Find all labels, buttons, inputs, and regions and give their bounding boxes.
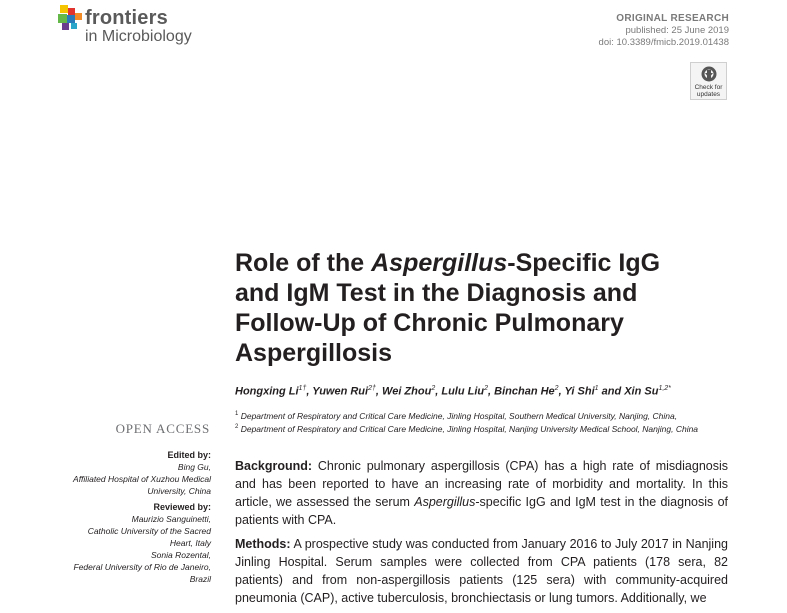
journal-logo[interactable]	[58, 5, 218, 49]
open-access-label: OPEN ACCESS	[115, 421, 210, 436]
logo-brand-text: frontiers	[85, 7, 168, 29]
reviewed-by-heading: Reviewed by:	[153, 502, 211, 512]
reviewed-by-block	[11, 501, 211, 585]
author-affiliation-marker: 2	[554, 385, 559, 392]
doi-link[interactable]: doi: 10.3389/fmicb.2019.01438	[598, 37, 729, 48]
editor-line: Bing Gu,	[177, 462, 211, 472]
article-header	[599, 12, 729, 49]
reviewer-line: Catholic University of the Sacred	[87, 526, 211, 536]
abstract-methods: Methods: A prospective study was conducted from January 2016 to July 2017 in Nanjing Jinling Hospital. Serum samples were collected from CPA patients (178 sera, 82 patients) and from non-aspergillosis patients (125 sera) with community-acquired pneumonia (CAP), active tuberculosis, bronchiectasis or lung tumors. Additionally, we	[235, 537, 728, 605]
reviewer-line: Brazil	[189, 574, 211, 584]
check-for-updates-button[interactable]	[690, 62, 727, 100]
author-affiliation-marker: 1,2*	[658, 385, 671, 392]
article-type: ORIGINAL RESEARCH	[616, 13, 729, 24]
edited-by-block	[11, 449, 211, 497]
published-date: published: 25 June 2019	[625, 25, 729, 36]
author-name[interactable]: Yuwen Rui	[312, 385, 369, 398]
editor-line: University, China	[147, 486, 211, 496]
author-affiliation-marker: 1†	[298, 385, 307, 392]
reviewer-line: Sonia Rozental,	[150, 550, 211, 560]
editor-line: Affiliated Hospital of Xuzhou Medical	[73, 474, 211, 484]
check-for-updates-label: Check for updates	[694, 84, 723, 98]
affiliation-1: $^1$ Department of Respiratory and Critical Care Medicine, Jinling Hospital, Southern Medical University, Nanjing, China,	[235, 411, 678, 421]
editor-info	[11, 449, 211, 589]
author-list: Hongxing $Li^{1\dagger}$, Yuwen Rui$^{2\dagger}$, Wei Zhou$^2$, Lulu Liu$^2$, Binchan He$^2$, Yi Shi$^1$ and Xin $Su^{1,2*}$	[235, 385, 671, 398]
article-title: Role of the Aspergillus-Specific IgG and IgM Test in the Diagnosis and Follow-Up of Chronic Pulmonary Aspergillosis	[235, 249, 661, 367]
edited-by-heading: Edited by:	[167, 450, 211, 460]
author-name[interactable]: Binchan He	[494, 385, 555, 398]
author-name[interactable]: Xin Su	[624, 385, 659, 398]
author-affiliation-marker: 2	[431, 385, 436, 392]
abstract	[235, 457, 728, 613]
author-affiliation-marker: 1	[594, 385, 599, 392]
crossmark-icon	[701, 66, 717, 82]
author-name[interactable]: Lulu Liu	[441, 385, 485, 398]
abstract-background: Background: Chronic pulmonary aspergillosis (CPA) has a high rate of misdiagnosis and has been reported to have an increasing rate of morbidity and mortality. In this article, we assessed the serum Aspergillus-specific IgG and IgM test in the diagnosis of patients with CPA.	[235, 459, 728, 527]
reviewer-line: Federal University of Rio de Janeiro,	[73, 562, 211, 572]
reviewer-line: Maurizio Sanguinetti,	[131, 514, 211, 524]
affiliation-2: $^2$ Department of Respiratory and Critical Care Medicine, Jinling Hospital, Nanjing University Medical School, Nanjing, China	[235, 424, 699, 434]
reviewer-line: Heart, Italy	[169, 538, 211, 548]
author-affiliation-marker: 2	[484, 385, 489, 392]
author-name[interactable]: Wei Zhou	[382, 385, 432, 398]
author-name[interactable]: Hongxing Li	[235, 385, 299, 398]
author-affiliation-marker: 2†	[368, 385, 376, 392]
frontiers-logo-icon	[58, 5, 84, 31]
logo-journal-text: in Microbiology	[85, 28, 192, 45]
author-name[interactable]: Yi Shi	[564, 385, 595, 398]
